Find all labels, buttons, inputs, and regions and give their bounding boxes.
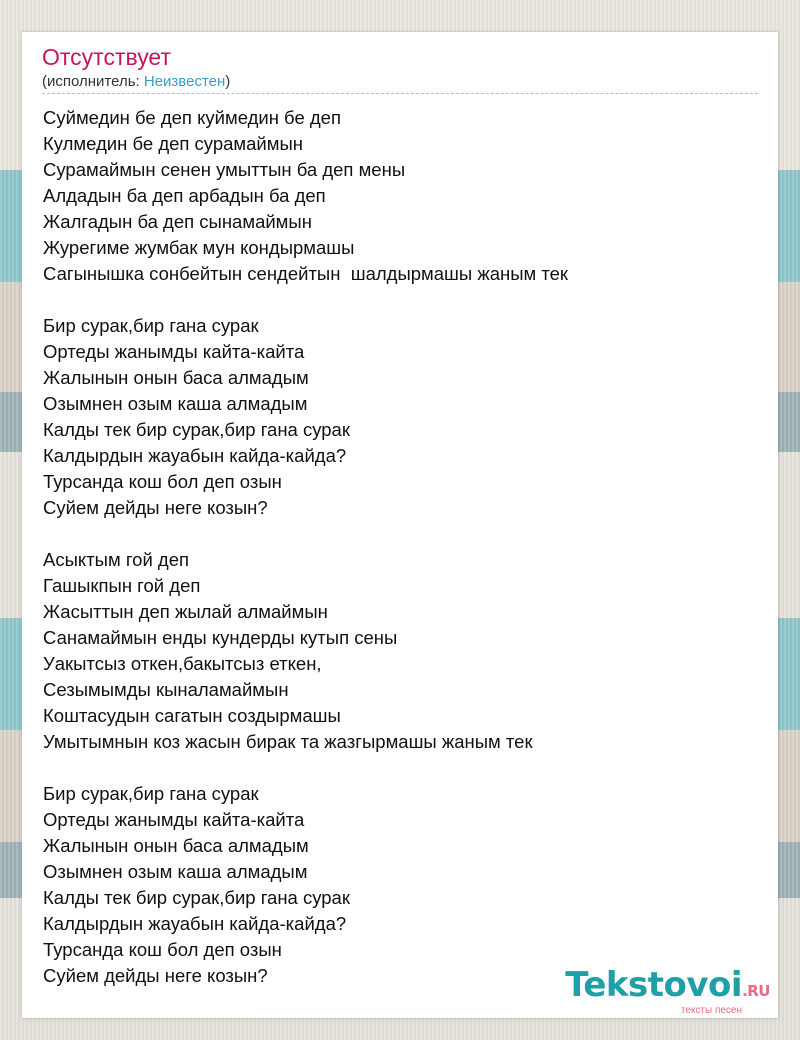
lyric-line: Турсанда кош бол деп озын [43,939,282,960]
lyrics-stanza [43,781,568,989]
lyric-line: Алдадын ба деп арбадын ба деп [43,185,326,206]
artist-line [42,73,230,90]
lyric-line: Суйем дейды неге козын? [43,497,268,518]
lyric-line: Ортеды жанымды кайта-кайта [43,341,305,362]
lyrics-stanza [43,105,568,287]
lyric-line: Калдырдын жауабын кайда-кайда? [43,445,347,466]
site-logo[interactable] [565,967,770,1016]
artist-link[interactable]: Неизвестен [143,73,226,90]
lyric-line: Асыктым гой деп [43,549,190,570]
lyric-line: Суймедин бе деп куймедин бе деп [43,107,341,128]
lyric-line: Уакытсыз откен,бакытсыз еткен, [43,653,322,674]
artist-suffix: ) [225,73,231,90]
lyric-line: Турсанда кош бол деп озын [43,471,282,492]
lyrics-text [43,105,568,1015]
lyric-line: Сурамаймын сенен умыттын ба деп мены [43,159,406,180]
artist-prefix: (исполнитель: [42,73,144,90]
lyric-line: Жалынын онын баса алмадым [43,367,309,388]
lyrics-stanza [43,547,568,755]
lyric-line: Озымнен озым каша алмадым [43,393,308,414]
logo-suffix: .RU [742,982,770,1000]
lyric-line: Калдырдын жауабын кайда-кайда? [43,913,347,934]
lyric-line: Гашыкпын гой деп [43,575,201,596]
title-divider [42,93,758,94]
lyric-line: Калды тек бир сурак,бир гана сурак [43,887,350,908]
lyric-line: Сагынышка сонбейтын сендейтын шалдырмашы жаным тек [43,263,569,284]
lyric-line: Озымнен озым каша алмадым [43,861,308,882]
lyric-line: Жалгадын ба деп сынамаймын [43,211,312,232]
logo-wordmark [565,967,770,1009]
lyric-line: Жалынын онын баса алмадым [43,835,309,856]
lyric-line: Журегиме жумбак мун кондырмашы [43,237,355,258]
lyric-line: Калды тек бир сурак,бир гана сурак [43,419,350,440]
lyric-line: Суйем дейды неге козын? [43,965,268,986]
song-title: Отсутствует [42,44,171,70]
lyrics-stanza [43,313,568,521]
lyric-line: Жасыттын деп жылай алмаймын [43,601,328,622]
lyric-line: Сезымымды кыналамаймын [43,679,289,700]
lyrics-card [22,32,778,1018]
lyric-line: Ортеды жанымды кайта-кайта [43,809,305,830]
lyric-line: Бир сурак,бир гана сурак [43,783,259,804]
lyric-line: Санамаймын енды кундерды кутып сены [43,627,398,648]
logo-main-text: Tekstovoi [565,965,743,1005]
lyric-line: Кулмедин бе деп сурамаймын [43,133,304,154]
lyric-line: Умытымнын коз жасын бирак та жазгырмашы жаным тек [43,731,533,752]
lyric-line: Коштасудын сагатын создырмашы [43,705,341,726]
lyric-line: Бир сурак,бир гана сурак [43,315,259,336]
logo-tagline: тексты песен [680,1005,742,1016]
